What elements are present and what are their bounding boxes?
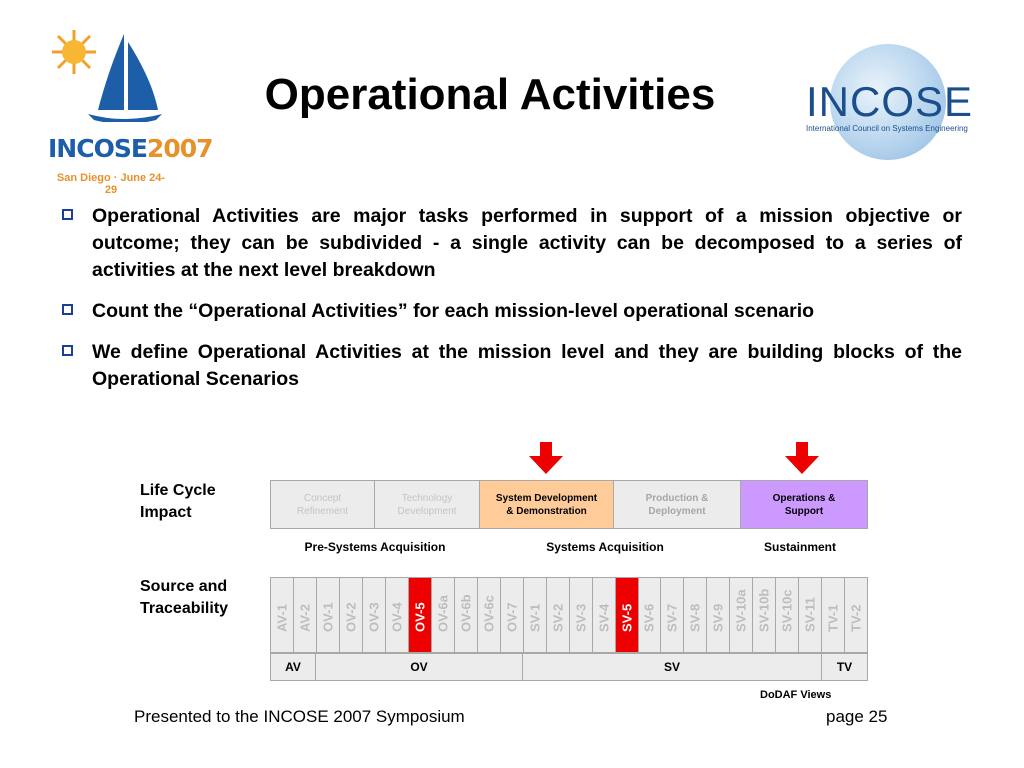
view-label: OV-2	[343, 602, 359, 632]
checkbox-bullet-icon	[62, 209, 73, 220]
phase-line2: Deployment	[648, 505, 706, 517]
view-sv-10a	[730, 577, 753, 653]
view-ov-1	[317, 577, 340, 653]
view-label: AV-2	[297, 604, 313, 632]
incose-logo-name: INCOSE	[806, 78, 974, 125]
view-label: OV-7	[504, 602, 520, 632]
group-sv: SV	[523, 653, 822, 681]
view-label: TV-2	[848, 604, 864, 632]
group-ov: OV	[316, 653, 523, 681]
view-label: SV-1	[527, 603, 543, 632]
view-label: SV-11	[802, 597, 818, 632]
sustainment-label: Sustainment	[763, 540, 836, 554]
view-sv-5	[616, 577, 639, 653]
down-arrow-icon	[785, 442, 819, 474]
view-label: OV-6c	[481, 595, 497, 632]
group-tv: TV	[822, 653, 868, 681]
bullet-text: Operational Activities are major tasks performed in support of a mission objective or outcome; they can be subdivided - a single activity can be decomposed to a series of activities at the next level breakdown	[92, 205, 962, 281]
view-av-2	[294, 577, 317, 653]
lifecycle-label-line2: Impact	[140, 504, 192, 521]
group-av: AV	[270, 653, 316, 681]
view-sv-10b	[753, 577, 776, 653]
view-label: OV-3	[366, 602, 382, 632]
phase-line1: Production &	[645, 492, 709, 504]
view-sv-2	[547, 577, 570, 653]
phase-system-development	[480, 480, 614, 529]
view-ov-6a	[432, 577, 455, 653]
phase-line1: Operations &	[772, 492, 836, 504]
view-sv-10c	[776, 577, 799, 653]
view-av-1	[270, 577, 294, 653]
bullet-text: Count the “Operational Activities” for each mission-level operational scenario	[92, 300, 815, 322]
dodaf-views-caption: DoDAF Views	[760, 689, 832, 701]
lifecycle-label-line1: Life Cycle	[140, 482, 216, 499]
phase-technology-development	[375, 480, 480, 529]
view-label: SV-2	[550, 603, 566, 632]
phase-line1: Concept	[303, 492, 342, 504]
view-label: SV-3	[573, 603, 589, 632]
view-label: SV-4	[596, 603, 612, 632]
view-label: OV-1	[320, 602, 336, 632]
bullet-item	[62, 298, 962, 325]
dodaf-groups-row	[270, 653, 868, 681]
source-label-line2: Traceability	[140, 600, 229, 617]
view-ov-7	[501, 577, 524, 653]
logo-year-a: INCOSE	[48, 134, 147, 163]
view-ov-3	[363, 577, 386, 653]
systems-acquisition-label: Systems Acquisition	[546, 540, 664, 554]
view-ov-4	[386, 577, 409, 653]
phase-line2: & Demonstration	[506, 505, 587, 517]
view-label: OV-6a	[435, 595, 451, 632]
view-sv-8	[684, 577, 707, 653]
view-sv-7	[661, 577, 684, 653]
logo-year	[48, 134, 213, 163]
source-label-line1: Source and	[140, 578, 228, 595]
view-sv-1	[524, 577, 547, 653]
incose-logo	[800, 44, 980, 164]
view-ov-6c	[478, 577, 501, 653]
incose-logo-tagline: International Council on Systems Engineering	[806, 124, 968, 133]
checkbox-bullet-icon	[62, 345, 73, 356]
view-sv-9	[707, 577, 730, 653]
bullet-text: We define Operational Activities at the mission level and they are building blocks of the Operational Scenarios	[92, 341, 962, 390]
view-label: OV-4	[389, 602, 405, 632]
view-label: AV-1	[274, 604, 290, 632]
lifecycle-impact-label	[140, 480, 216, 524]
phase-line2: Support	[784, 505, 824, 517]
dodaf-views-row	[270, 577, 868, 653]
view-label: SV-9	[710, 603, 726, 632]
phase-line1: System Development	[495, 492, 598, 504]
logo-year-b: 2007	[146, 134, 213, 163]
view-label: SV-6	[641, 603, 657, 632]
view-tv-1	[822, 577, 845, 653]
bullet-item	[62, 339, 962, 393]
view-label: OV-6b	[458, 594, 474, 632]
sailboat-icon	[84, 32, 164, 122]
view-label: OV-5	[412, 602, 428, 632]
phase-concept-refinement	[270, 480, 375, 529]
phase-line1: Technology	[401, 492, 453, 504]
view-label: SV-8	[687, 603, 703, 632]
phase-line2: Development	[397, 505, 457, 517]
view-ov-2	[340, 577, 363, 653]
view-label: SV-7	[664, 603, 680, 632]
view-tv-2	[845, 577, 868, 653]
checkbox-bullet-icon	[62, 304, 73, 315]
down-arrow-icon	[529, 442, 563, 474]
incose-2007-logo	[44, 26, 213, 196]
view-sv-4	[593, 577, 616, 653]
view-sv-6	[639, 577, 662, 653]
view-sv-11	[799, 577, 822, 653]
source-traceability-label	[140, 576, 228, 620]
view-ov-5	[409, 577, 432, 653]
logo-subtitle: San Diego · June 24-29	[56, 172, 166, 196]
phase-line2: Refinement	[296, 505, 349, 517]
phase-operations-support	[741, 480, 868, 529]
view-label: SV-10b	[756, 588, 772, 632]
page-title: Operational Activities	[264, 70, 716, 119]
view-label: TV-1	[825, 604, 841, 632]
lifecycle-phases	[270, 480, 868, 529]
footer-presented: Presented to the INCOSE 2007 Symposium	[134, 707, 465, 726]
bullet-item	[62, 203, 962, 284]
view-sv-3	[570, 577, 593, 653]
view-label: SV-5	[619, 603, 635, 632]
view-label: SV-10a	[733, 589, 749, 632]
view-label: SV-10c	[779, 589, 795, 632]
phase-production-deployment	[614, 480, 741, 529]
view-ov-6b	[455, 577, 478, 653]
pre-systems-acquisition-label: Pre-Systems Acquisition	[304, 540, 446, 554]
page-number: page 25	[826, 707, 888, 726]
